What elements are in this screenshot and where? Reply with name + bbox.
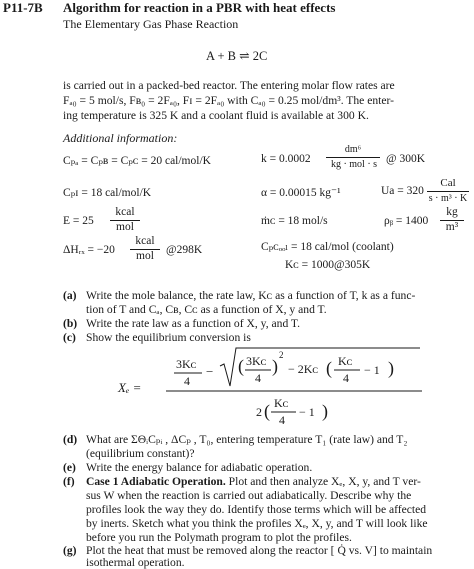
q-g-line-1: Plot the heat that must be removed along the reactor [ Q̇ vs. V] to maintain: [86, 544, 433, 557]
k-fraction-bar: [326, 157, 380, 158]
cp-abc: Cₚₐ = Cₚʙ = Cₚᴄ = 20 cal/mol/K: [63, 155, 211, 167]
formula-sq-num: 3Kᴄ: [246, 354, 267, 368]
rho-left: ρᵦ = 1400: [384, 215, 429, 227]
q-c-text: Show the equilibrium conversion is: [86, 331, 251, 344]
svg-text:−: −: [206, 364, 214, 379]
reaction-equation: A + B ⇌ 2C: [206, 49, 268, 63]
formula-den-four: 4: [279, 413, 285, 427]
formula-sq-den: 4: [255, 371, 261, 385]
problem-title: Algorithm for reaction in a PBR with heat effects: [63, 0, 336, 15]
dh-num: kcal: [135, 235, 155, 247]
formula-mid: − 2Kᴄ: [288, 362, 319, 376]
e-den: mol: [116, 221, 134, 233]
formula-den-kc: Kᴄ: [274, 396, 289, 410]
svg-text:(: (: [264, 401, 270, 421]
k-units-num: dm⁶: [344, 144, 362, 155]
formula-term1-num: 3Kᴄ: [176, 357, 197, 371]
q-f-line-3: profiles look the way they do. Identify those terms which will be affected: [86, 503, 427, 516]
ua-num: Cal: [440, 177, 456, 189]
svg-text:): ): [388, 358, 394, 378]
q-a-line-1: Write the mole balance, the rate law, Kᴄ as a function of T, k as a func-: [86, 289, 416, 302]
additional-info-label: Additional information:: [63, 131, 178, 145]
svg-text:): ): [272, 356, 278, 376]
formula-inner-four: 4: [343, 371, 349, 385]
formula-inner-kc: Kᴄ: [338, 354, 353, 368]
q-a-line-2: tion of T and Cₐ, Cʙ, Cᴄ as a function of X, y and T.: [86, 303, 327, 316]
problem-id: P11-7B: [3, 0, 43, 15]
e-left: E = 25: [63, 215, 94, 227]
formula-den-two: 2: [256, 405, 262, 419]
q-f-line-1-rest: Plot and then analyze Xₑ, X, y, and T ver-: [225, 475, 421, 488]
intro-line-2: Fₐ₀ = 5 mol/s, Fʙ₀ = 2Fₐ₀, Fɪ = 2Fₐ₀ with Cₐ₀ = 0.25 mol/dm³. The enter-: [63, 94, 395, 107]
q-a-label: (a): [63, 289, 77, 302]
dh-temp: @298K: [166, 244, 203, 256]
q-f-line-2: sus W when the reaction is carried out adiabatically. Describe why the: [86, 489, 412, 502]
dh-left: ΔHᵣₓ = −20: [63, 244, 115, 256]
ua-left: Ua = 320: [381, 185, 424, 197]
q-g-line-2: isothermal operation.: [86, 556, 185, 569]
cp-inert: Cₚɪ = 18 cal/mol/K: [63, 187, 152, 199]
q-f-heading: Case 1 Adiabatic Operation.: [86, 475, 226, 488]
q-d-label: (d): [63, 433, 78, 446]
q-b-text: Write the rate law as a function of X, y, and T.: [86, 317, 301, 330]
svg-text:(: (: [238, 356, 244, 376]
formula-den-minus1: − 1: [299, 405, 315, 419]
q-d-line-1: What are ΣΘᵢCₚᵢ , ΔCₚ , T₀, entering temperature T₁ (rate law) and T₂: [86, 433, 408, 446]
q-f-line-5: before you run the Polymath program to plot the profiles.: [86, 531, 352, 544]
kc-value: Kᴄ = 1000@305K: [285, 259, 371, 271]
rho-num: kg: [446, 206, 458, 218]
intro-line-3: ing temperature is 325 K and a coolant fluid is available at 300 K.: [63, 109, 369, 122]
q-f-line-1: [86, 475, 421, 488]
formula-lhs: Xₑ =: [118, 380, 142, 395]
intro-line-1: is carried out in a packed-bed reactor. The entering molar flow rates are: [63, 79, 395, 92]
rho-den: m³: [445, 221, 459, 233]
k-rate: k = 0.0002: [261, 153, 311, 165]
q-f-line-4: by inerts. Sketch what you think the profiles Xₑ, X, y, and T will look like: [86, 517, 428, 530]
e-num: kcal: [115, 206, 135, 218]
dh-den: mol: [136, 250, 154, 262]
q-c-label: (c): [63, 331, 76, 344]
formula-sq-exp: 2: [279, 350, 284, 360]
q-b-label: (b): [63, 317, 78, 330]
formula-term1-den: 4: [184, 374, 190, 388]
formula-inner-minus1: − 1: [364, 363, 380, 377]
ua-fraction-bar: [427, 191, 469, 192]
equilibrium-conversion-formula: [60, 346, 430, 430]
q-e-label: (e): [63, 461, 76, 474]
problem-subtitle: The Elementary Gas Phase Reaction: [63, 17, 239, 31]
q-f-label: (f): [63, 475, 75, 488]
k-units-den: kg · mol · s: [330, 159, 378, 170]
q-e-text: Write the energy balance for adiabatic operation.: [86, 461, 313, 474]
k-temp: @ 300K: [386, 153, 426, 165]
cp-coolant: Cₚᴄₒₒₗ = 18 cal/mol (coolant): [261, 241, 394, 253]
svg-text:(: (: [326, 358, 332, 378]
q-d-line-2: (equilibrium constant)?: [86, 447, 195, 460]
ua-den: s · m³ · K: [428, 193, 468, 204]
alpha: α = 0.00015 kg⁻¹: [261, 187, 341, 199]
coolant-flow: ṁᴄ = 18 mol/s: [261, 215, 328, 227]
svg-text:): ): [322, 401, 328, 421]
q-g-label: (g): [63, 544, 77, 557]
